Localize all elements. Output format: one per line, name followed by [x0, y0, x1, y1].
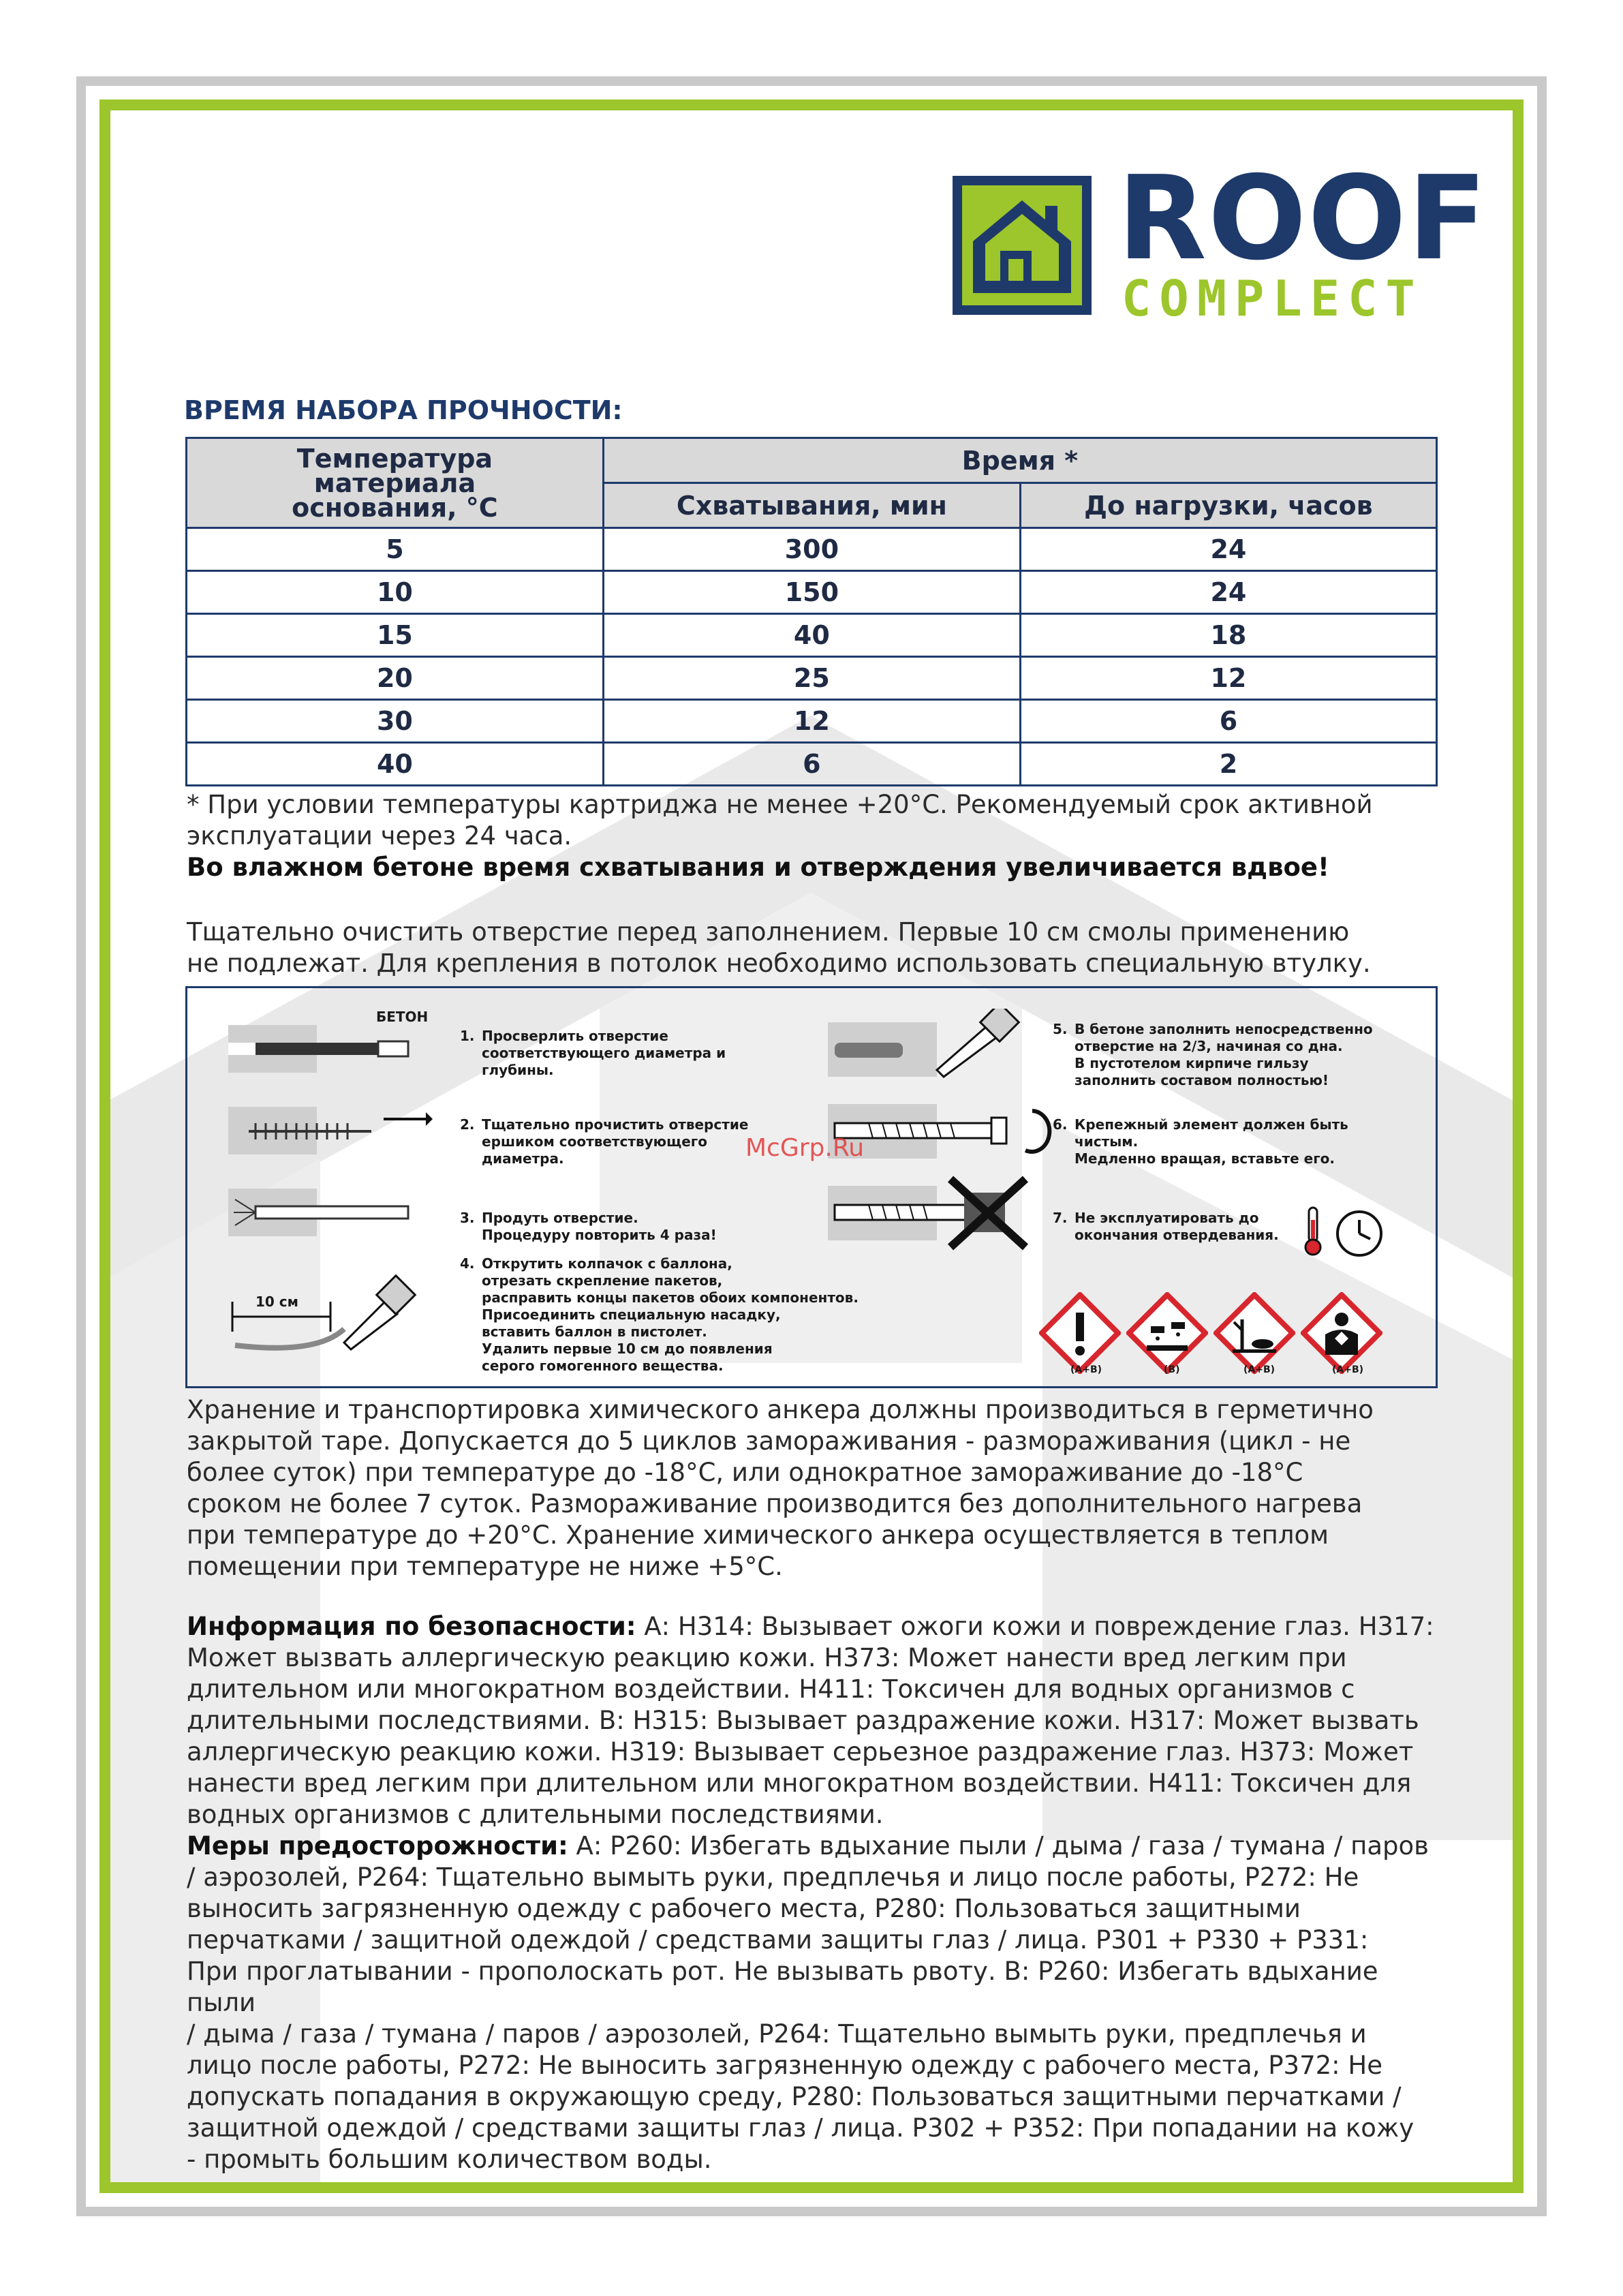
cell-load: 18	[1020, 614, 1436, 657]
hazard-environment-icon	[1214, 1292, 1295, 1374]
table-footnote: * При условии температуры картриджа не менее +20°С. Рекомендуемый срок активной эксплуатации через 24 часа.	[187, 790, 1373, 851]
header-temperature: Температура материала основания, °C	[187, 438, 604, 528]
no-load-illustration-icon	[828, 1172, 1060, 1261]
cell-temperature: 15	[187, 614, 604, 657]
cell-setting: 6	[603, 743, 1020, 786]
hazard-exclamation-icon	[1039, 1292, 1121, 1374]
cell-temperature: 10	[187, 571, 604, 614]
brush-illustration-icon	[228, 1104, 433, 1165]
nozzle-illustration-icon	[228, 1274, 419, 1370]
step-5: 5. В бетоне заполнить непосредственно отверстие на 2/3, начиная со дна. В пустотелом кирпиче гильзу заполнить составом полностью!	[1053, 1021, 1373, 1088]
cell-temperature: 30	[187, 700, 604, 743]
cell-temperature: 5	[187, 528, 604, 571]
clock-icon	[1333, 1206, 1388, 1261]
cell-load: 24	[1020, 571, 1436, 614]
safety-title: Информация по безопасности:	[187, 1612, 636, 1641]
hazard-label-1: (A+B)	[1070, 1364, 1102, 1375]
beton-label: БЕТОН	[376, 1009, 429, 1025]
fill-hole-illustration-icon	[828, 1009, 1032, 1084]
thermometer-icon	[1299, 1205, 1327, 1257]
table-row	[187, 700, 1437, 743]
table-row	[187, 657, 1437, 700]
wet-concrete-warning: Во влажном бетоне время схватывания и отверждения увеличивается вдвое!	[187, 853, 1329, 882]
cell-load: 6	[1020, 700, 1436, 743]
precautions-title: Меры предосторожности:	[187, 1831, 568, 1861]
logo-complect-text: COMPLECT	[1122, 270, 1423, 327]
step-3: 3. Продуть отверстие. Процедуру повторить 4 раза!	[460, 1210, 717, 1243]
site-watermark: McGrp.Ru	[745, 1134, 865, 1162]
step-7: 7. Не эксплуатировать до окончания отвердевания.	[1053, 1210, 1279, 1243]
step-2: 2. Тщательно прочистить отверстие ершиком соответствующего диаметра.	[460, 1116, 749, 1167]
cell-temperature: 20	[187, 657, 604, 700]
step-4: 4. Открутить колпачок с баллона, отрезать скрепление пакетов, расправить концы пакетов обоих компонентов. Присоединить специальную насадку, вставить баллон в пистолет. Удалить первые 10 см до появления серого гомогенного вещества.	[460, 1255, 859, 1374]
header-load: До нагрузки, часов	[1020, 483, 1436, 528]
cell-setting: 12	[603, 700, 1020, 743]
ten-cm-label: 10 см	[256, 1294, 298, 1310]
header-setting: Схватывания, мин	[603, 483, 1020, 528]
table-row	[187, 743, 1437, 786]
cell-temperature: 40	[187, 743, 604, 786]
drill-illustration-icon	[228, 1022, 419, 1077]
cleaning-instruction: Тщательно очистить отверстие перед заполнением. Первые 10 см смолы применению не подлежат. Для крепления в потолок необходимо использовать специальную втулку.	[187, 917, 1371, 978]
section-title: ВРЕМЯ НАБОРА ПРОЧНОСТИ:	[184, 395, 623, 425]
hazard-label-4: (A+B)	[1332, 1364, 1364, 1375]
cell-load: 24	[1020, 528, 1436, 571]
step-6: 6. Крепежный элемент должен быть чистым. Медленно вращая, вставьте его.	[1053, 1116, 1348, 1167]
hazard-health-icon	[1301, 1292, 1382, 1374]
step-1: 1. Просверлить отверстие соответствующего диаметра и глубины.	[460, 1028, 726, 1078]
table-row	[187, 528, 1437, 571]
storage-paragraph: Хранение и транспортировка химического анкера должны производиться в герметично закрытой таре. Допускается до 5 циклов замораживания - размораживания (цикл - не более суток) при температуре до -18°С, или однократное замораживание до -18°С сроком не более 7 суток. Размораживание производится без дополнительного нагрева при температуре до +20°С. Хранение химического анкера осуществляется в теплом помещении при температуре не ниже +5°С.	[187, 1395, 1374, 1581]
blow-illustration-icon	[228, 1186, 419, 1247]
cell-load: 12	[1020, 657, 1436, 700]
precautions-paragraph: Меры предосторожности: А: P260: Избегать вдыхание пыли / дыма / газа / тумана / паров / аэрозолей, P264: Тщательно вымыть руки, предплечья и лицо после работы, P272: Не выносить загрязненную одежду с рабочего места, P280: Пользоваться защитными перчатками / защитной одеждой / средствами защиты глаз / лица. P301 + P330 + P331: При проглатывании - прополоскать рот. Не вызывать рвоту. В: P260: Избегать вдыхание пыли / дыма / газа / тумана / паров / аэрозолей, P264: Тщательно вымыть руки, предплечья и лицо после работы, P272: Не выносить загрязненную одежду с рабочего места, P372: Не допускать попадания в окружающую среду, P280: Пользоваться защитными перчатками / защитной одеждой / средствами защиты глаз / лица. P302 + P352: При попадании на кожу - промыть большим количеством воды.	[187, 1831, 1429, 2174]
cell-setting: 150	[603, 571, 1020, 614]
cell-load: 2	[1020, 743, 1436, 786]
cell-setting: 25	[603, 657, 1020, 700]
cell-setting: 40	[603, 614, 1020, 657]
hazard-label-2: (B)	[1164, 1364, 1180, 1375]
cell-setting: 300	[603, 528, 1020, 571]
strength-table	[185, 437, 1438, 786]
hazard-label-3: (A+B)	[1243, 1364, 1276, 1375]
logo-roof-text: ROOF	[1117, 151, 1489, 286]
table-row	[187, 614, 1437, 657]
safety-paragraph: Информация по безопасности: А: H314: Вызывает ожоги кожи и повреждение глаз. H317: Может вызвать аллергическую реакцию кожи. H373: Может нанести вред легким при длительном или многократном воздействии. H411: Токсичен для водных организмов с длительными последствиями. В: H315: Вызывает раздражение кожи. H317: Может вызвать аллергическую реакцию кожи. H319: Вызывает серьезное раздражение глаз. H373: Может нанести вред легким при длительном или многократном воздействии. H411: Токсичен для водных организмов с длительными последствиями.	[187, 1612, 1434, 1829]
hazard-corrosive-icon	[1126, 1292, 1208, 1374]
roof-complect-logo-icon	[953, 176, 1092, 315]
installation-instructions	[185, 986, 1438, 1388]
header-time: Время *	[603, 438, 1436, 483]
table-row	[187, 571, 1437, 614]
